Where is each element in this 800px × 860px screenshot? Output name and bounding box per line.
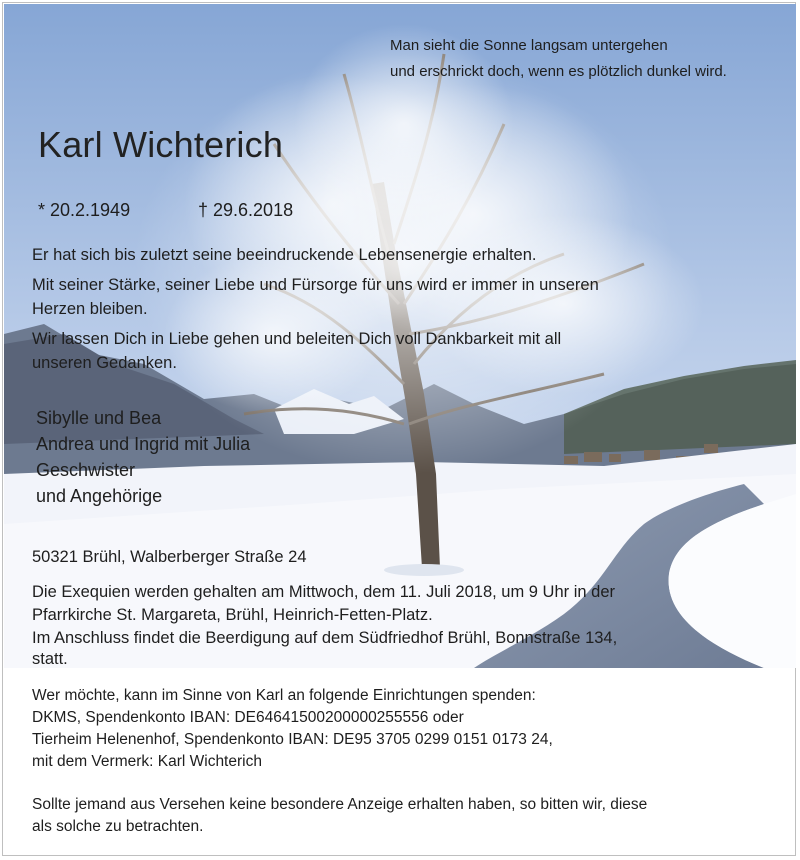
mourner-1: Sibylle und Bea bbox=[36, 408, 162, 428]
tribute-line-1: Er hat sich bis zuletzt seine beeindruckende Lebensenergie erhalten. bbox=[32, 246, 537, 264]
motto-line-2: und erschrickt doch, wenn es plötzlich dunkel wird. bbox=[390, 63, 727, 80]
notice-line-2: als solche zu betrachten. bbox=[32, 818, 204, 835]
death-date: † 29.6.2018 bbox=[198, 200, 294, 220]
donation-dkms: DKMS, Spendenkonto IBAN: DE64641500200000255556 oder bbox=[32, 709, 464, 726]
tribute-line-2: Mit seiner Stärke, seiner Liebe und Fürsorge für uns wird er immer in unseren bbox=[32, 276, 599, 294]
service-line-4: statt. bbox=[32, 650, 68, 668]
motto-line-1: Man sieht die Sonne langsam untergehen bbox=[390, 37, 668, 54]
mourner-2: Andrea und Ingrid mit Julia bbox=[36, 434, 251, 454]
birth-date: * 20.2.1949 bbox=[38, 200, 131, 220]
service-line-1: Die Exequien werden gehalten am Mittwoch, dem 11. Juli 2018, um 9 Uhr in der bbox=[32, 583, 616, 601]
notice-line-1: Sollte jemand aus Versehen keine besondere Anzeige erhalten haben, so bitten wir, diese bbox=[32, 796, 648, 813]
service-line-2: Pfarrkirche St. Margareta, Brühl, Heinrich-Fetten-Platz. bbox=[32, 606, 433, 624]
donation-intro: Wer möchte, kann im Sinne von Karl an folgende Einrichtungen spenden: bbox=[32, 687, 536, 704]
tribute-line-5: unseren Gedanken. bbox=[32, 354, 177, 372]
mourner-3: Geschwister bbox=[36, 460, 136, 480]
tribute-line-3: Herzen bleiben. bbox=[32, 300, 148, 318]
donation-tierheim: Tierheim Helenenhof, Spendenkonto IBAN: DE95 3705 0299 0151 0173 24, bbox=[32, 731, 553, 748]
family-address: 50321 Brühl, Walberberger Straße 24 bbox=[32, 548, 307, 566]
deceased-name: Karl Wichterich bbox=[38, 124, 284, 165]
tribute-line-4: Wir lassen Dich in Liebe gehen und beleiten Dich voll Dankbarkeit mit all bbox=[32, 330, 562, 348]
donation-reference: mit dem Vermerk: Karl Wichterich bbox=[32, 753, 262, 770]
mourner-4: und Angehörige bbox=[36, 486, 163, 506]
service-line-3: Im Anschluss findet die Beerdigung auf dem Südfriedhof Brühl, Bonnstraße 134, bbox=[32, 629, 618, 647]
tree-shadow bbox=[384, 564, 464, 576]
